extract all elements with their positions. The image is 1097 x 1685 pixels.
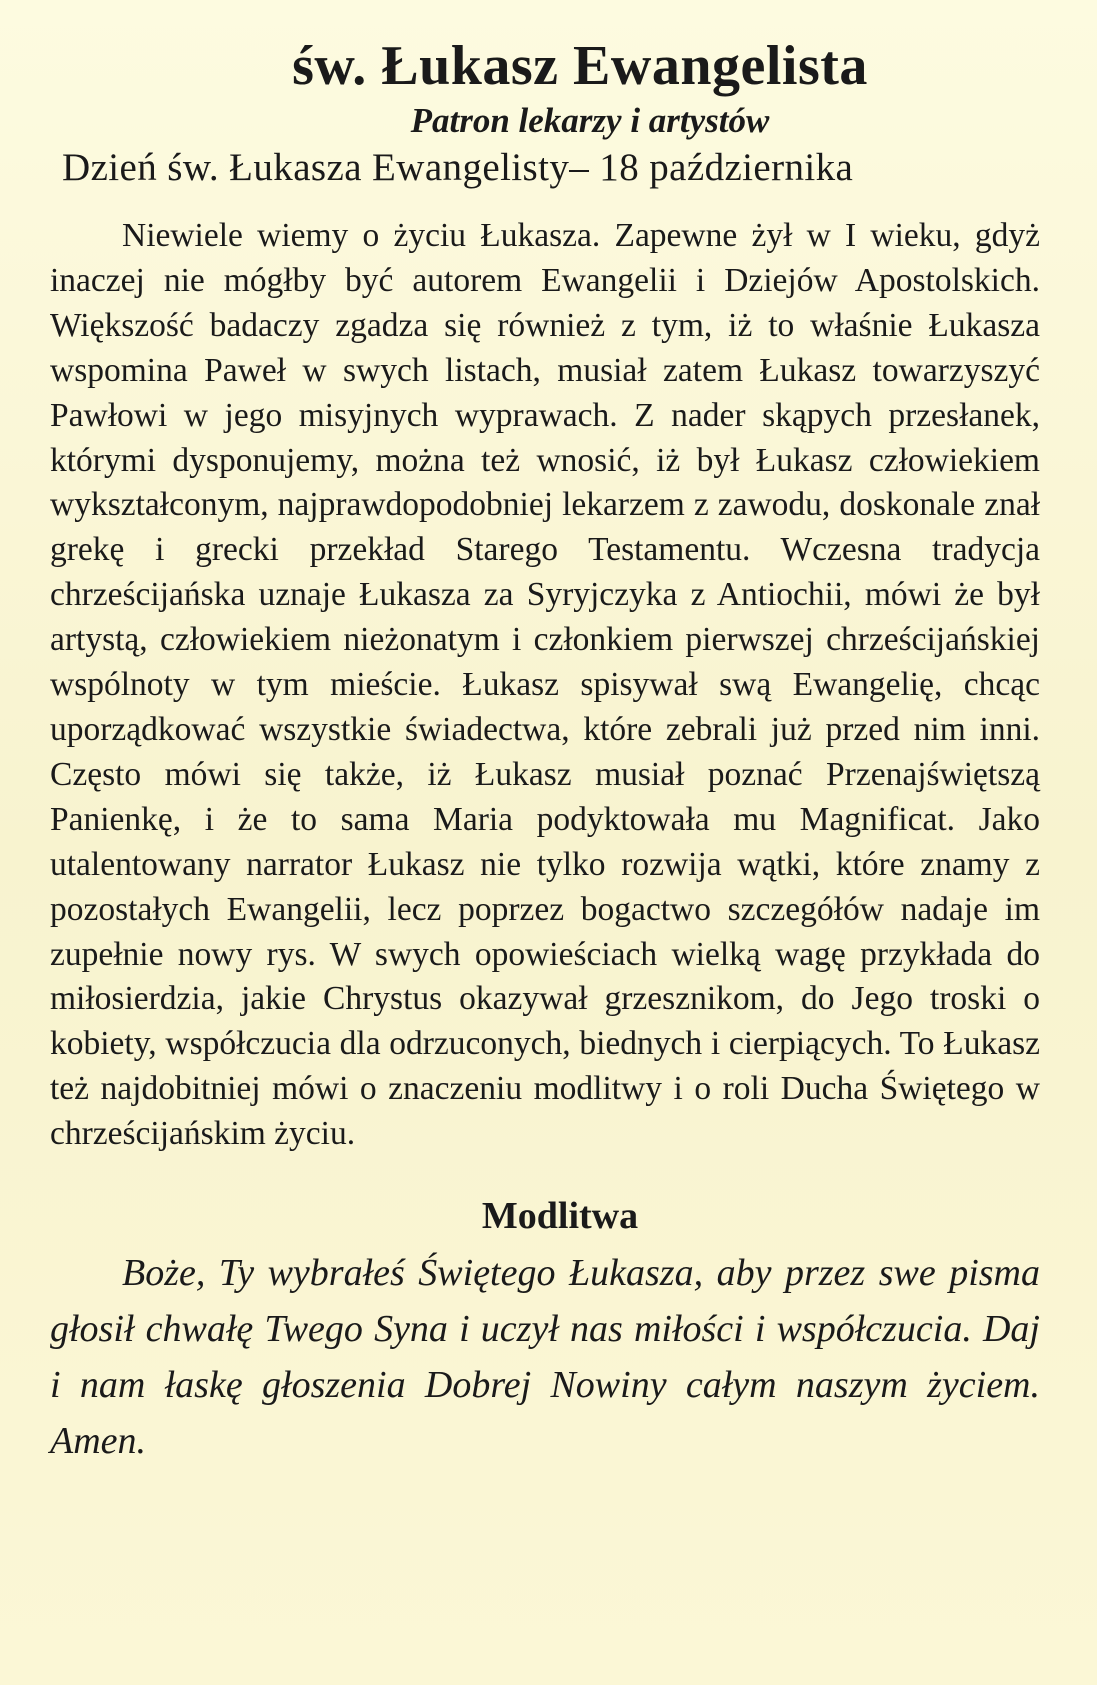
patronage-subtitle: Patron lekarzy i artystów [410, 101, 770, 140]
feast-day-line: Dzień św. Łukasza Ewangelisty– 18 października [62, 146, 854, 189]
prayer-text: Boże, Ty wybrałeś Świętego Łukasza, aby przez swe pisma głosił chwałę Twego Syna i uczył nas miłości i współczucia. Daj i nam łaskę głoszenia Dobrej Nowiny całym naszym życiem. Amen. [50, 1251, 1040, 1462]
biography-paragraph: Niewiele wiemy o życiu Łukasza. Zapewne żył w I wieku, gdyż inaczej nie mógłby być autorem Ewangelii i Dziejów Apostolskich. Większość badaczy zgadza się również z tym, iż to właśnie Łukasza wspomina Paweł w swych listach, musiał zatem Łukasz towarzyszyć Pawłowi w jego misyjnych wyprawach. Z nader skąpych przesłanek, którymi dysponujemy, można też wnosić, iż był Łukasz człowiekiem wykształconym, najprawdopodobniej lekarzem z zawodu, doskonale znał grekę i grecki przekład Starego Testamentu. Wczesna tradycja chrześcijańska uznaje Łukasza za Syryjczyka z Antiochii, mówi że był artystą, człowiekiem nieżonatym i członkiem pierwszej chrześcijańskiej wspólnoty w tym mieście. Łukasz spisywał swą Ewangelię, chcąc uporządkować wszystkie świadectwa, które zebrali już przed nim inni. Często mówi się także, iż Łukasz musiał poznać Przenajświętszą Panienkę, i że to sama Maria podyktowała mu Magnificat. Jako utalentowany narrator Łukasz nie tylko rozwija wątki, które znamy z pozostałych Ewangelii, lecz poprzez bogactwo szczegółów nadaje im zupełnie nowy rys. W swych opowieściach wielką wagę przykłada do miłosierdzia, jakie Chrystus okazywał grzesznikom, do Jego troski o kobiety, współczucia dla odrzuconych, biednych i cierpiących. To Łukasz też najdobitniej mówi o znaczeniu modlitwy i o roli Ducha Świętego w chrześcijańskim życiu. [50, 217, 1040, 1153]
prayer-card [50, 34, 1040, 1507]
saint-title: św. Łukasz Ewangelista [292, 35, 868, 97]
prayer-heading: Modlitwa [481, 1194, 639, 1237]
